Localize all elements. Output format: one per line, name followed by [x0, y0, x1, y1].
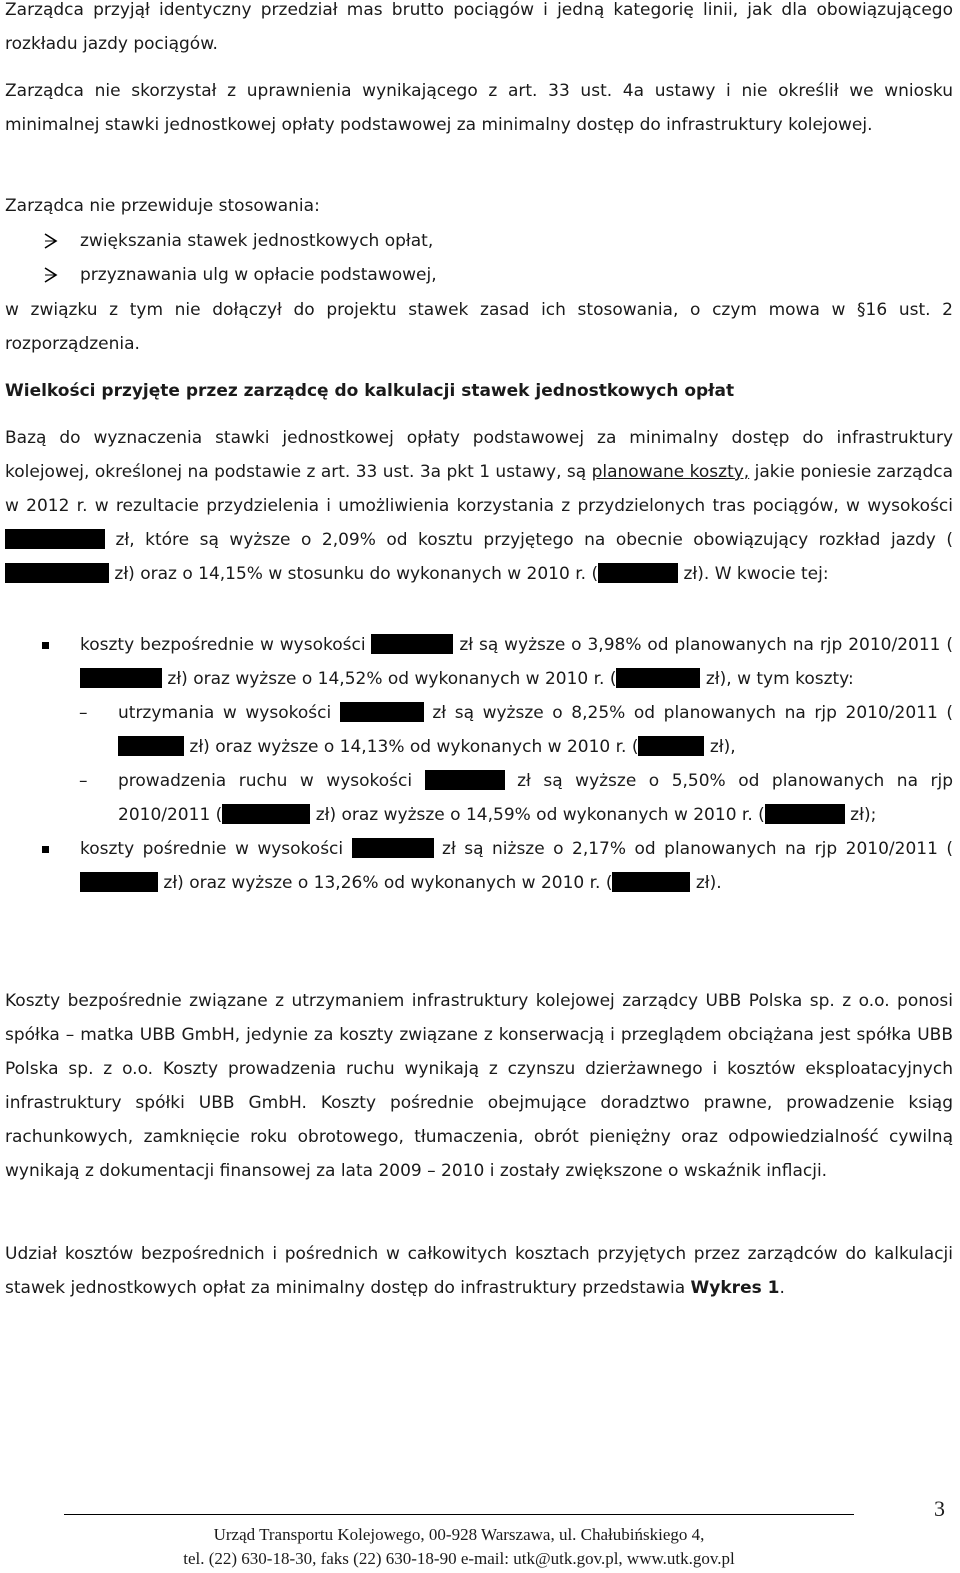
redacted-amount — [5, 529, 105, 549]
paragraph-mass-range: Zarządca przyjął identyczny przedział mas brutto pociągów i jedną kategorię linii, jak dla obowiązującego rozkładu jazdy pociągów. — [5, 0, 953, 54]
redacted-amount — [425, 770, 505, 790]
list-item-text: przyznawania ulg w opłacie podstawowej, — [80, 265, 437, 285]
list-item — [5, 224, 953, 258]
list-item — [5, 258, 953, 292]
exclusion-list — [5, 224, 953, 292]
square-bullet-icon — [42, 642, 49, 649]
underlined-planned-costs: planowane koszty, — [591, 462, 750, 482]
redacted-amount — [80, 872, 158, 892]
redacted-amount — [222, 804, 310, 824]
redacted-amount — [598, 563, 678, 583]
arrow-bullet-icon — [41, 224, 61, 258]
redacted-amount — [638, 736, 704, 756]
dash-bullet-icon: – — [79, 703, 88, 723]
page-footer — [64, 1523, 854, 1571]
chart-reference: Wykres 1 — [690, 1278, 780, 1298]
page-number: 3 — [934, 1496, 945, 1521]
redacted-amount — [352, 838, 434, 858]
list-item-maintenance-costs: – utrzymania w wysokości zł są wyższe o 8,25% od planowanych na rjp 2010/2011 ( zł) oraz wyższe o 14,13% od wykonanych w 2010 r. ( zł), — [5, 696, 953, 764]
redacted-amount — [612, 872, 690, 892]
square-bullet-icon — [42, 846, 49, 853]
redacted-amount — [340, 702, 424, 722]
footer-contact: tel. (22) 630-18-30, faks (22) 630-18-90 e-mail: utk@utk.gov.pl, www.utk.gov.pl — [183, 1549, 735, 1568]
section-heading: Wielkości przyjęte przez zarządcę do kalkulacji stawek jednostkowych opłat — [5, 381, 735, 401]
paragraph-no-application-intro: Zarządca nie przewiduje stosowania: — [5, 196, 320, 216]
paragraph-base-costs: Bazą do wyznaczenia stawki jednostkowej opłaty podstawowej za minimalny dostęp do infrastruktury kolejowej, określonej na podstawie z art. 33 ust. 3a pkt 1 ustawy, są planowane koszty, jakie poniesie zarządca w 2012 r. w rezultacie przydzielenia i umożliwienia korzystania z przydzielonych tras pociągów, w wysokości zł, które są wyższe o 2,09% od kosztu przyjętego na obecnie obowiązujący rozkład jazdy ( zł) oraz o 14,15% w stosunku do wykonanych w 2010 r. ( zł). W kwocie tej: — [5, 428, 954, 584]
paragraph-cost-description: Koszty bezpośrednie związane z utrzymaniem infrastruktury kolejowej zarządcy UBB Polska sp. z o.o. ponosi spółka – matka UBB GmbH, jedynie za koszty związane z konserwacją i przeglądem obciążana jest spółka UBB Polska sp. z o.o. Koszty prowadzenia ruchu wynikają z czynszu dzierżawnego i kosztów eksploatacyjnych infrastruktury spółki UBB GmbH. Koszty pośrednie obejmujące doradztwo prawne, prowadzenie ksiąg rachunkowych, zamknięcie roku obrotowego, tłumaczenia, obrót pieniężny oraz odpowiedzialność cywilną wynikają z dokumentacji finansowej za lata 2009 – 2010 i zostały zwiększone o wskaźnik inflacji. — [5, 991, 953, 1181]
dash-bullet-icon: – — [79, 771, 88, 791]
paragraph-no-application-outro: w związku z tym nie dołączył do projektu stawek zasad ich stosowania, o czym mowa w §16 ust. 2 rozporządzenia. — [5, 300, 953, 354]
footer-address: Urząd Transportu Kolejowego, 00-928 Warszawa, ul. Chałubińskiego 4, — [213, 1525, 705, 1544]
paragraph-minimal-rate: Zarządca nie skorzystał z uprawnienia wynikającego z art. 33 ust. 4a ustawy i nie określił we wniosku minimalnej stawki jednostkowej opłaty podstawowej za minimalny dostęp do infrastruktury kolejowej. — [5, 81, 953, 135]
list-item-indirect-costs: koszty pośrednie w wysokości zł są niższe o 2,17% od planowanych na rjp 2010/2011 ( zł) oraz wyższe o 13,26% od wykonanych w 2010 r. ( zł). — [5, 832, 953, 900]
list-item-traffic-costs: – prowadzenia ruchu w wysokości zł są wyższe o 5,50% od planowanych na rjp 2010/2011 ( zł) oraz wyższe o 14,59% od wykonanych w 2010 r. ( zł); — [5, 764, 953, 832]
redacted-amount — [371, 634, 453, 654]
footer-divider — [64, 1514, 854, 1515]
arrow-bullet-icon — [41, 258, 61, 292]
list-item-direct-costs: koszty bezpośrednie w wysokości zł są wyższe o 3,98% od planowanych na rjp 2010/2011 ( zł) oraz wyższe o 14,52% od wykonanych w 2010 r. ( zł), w tym koszty: — [5, 628, 953, 696]
redacted-amount — [118, 736, 184, 756]
list-item-text: zwiększania stawek jednostkowych opłat, — [80, 231, 434, 251]
redacted-amount — [80, 668, 162, 688]
paragraph-chart-reference: Udział kosztów bezpośrednich i pośrednich w całkowitych kosztach przyjętych przez zarządców do kalkulacji stawek jednostkowych opłat za minimalny dostęp do infrastruktury przedstawia Wykres 1. — [5, 1244, 953, 1298]
redacted-amount — [616, 668, 700, 688]
redacted-amount — [765, 804, 845, 824]
cost-breakdown-list — [5, 628, 953, 900]
redacted-amount — [5, 563, 109, 583]
